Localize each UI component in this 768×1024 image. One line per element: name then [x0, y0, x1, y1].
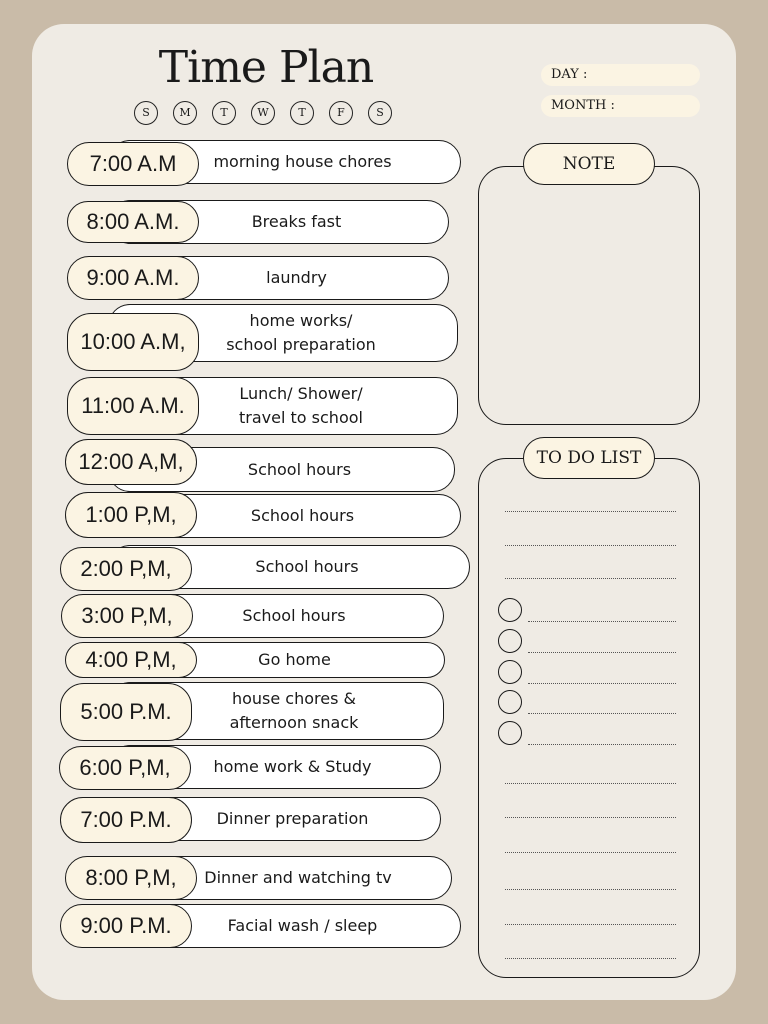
day-field[interactable]: DAY : — [541, 64, 700, 86]
weekday-selector — [134, 101, 392, 125]
weekday-circle[interactable]: T — [290, 101, 314, 125]
activity-field[interactable]: School hours — [108, 545, 470, 589]
activity-field[interactable]: home work & Study — [108, 745, 441, 789]
weekday-circle[interactable]: S — [368, 101, 392, 125]
activity-field[interactable]: morning house chores — [108, 140, 461, 184]
weekday-circle[interactable]: F — [329, 101, 353, 125]
todo-line[interactable] — [528, 683, 676, 684]
todo-line[interactable] — [505, 924, 676, 925]
todo-line[interactable] — [505, 511, 676, 512]
todo-line[interactable] — [528, 744, 676, 745]
time-label: 8:00 A.M. — [67, 201, 199, 243]
weekday-circle[interactable]: W — [251, 101, 275, 125]
todo-line[interactable] — [528, 621, 676, 622]
time-label: 6:00 P,M, — [59, 746, 191, 790]
activity-field[interactable]: laundry — [108, 256, 449, 300]
note-box[interactable] — [478, 166, 700, 425]
todo-line[interactable] — [528, 713, 676, 714]
todo-checkbox[interactable] — [498, 660, 522, 684]
time-label: 7:00 P.M. — [60, 797, 192, 843]
activity-field[interactable]: School hours — [108, 494, 461, 538]
time-label: 12:00 A,M, — [65, 439, 197, 485]
activity-field[interactable]: Lunch/ Shower/ travel to school — [108, 377, 458, 435]
todo-checkbox[interactable] — [498, 598, 522, 622]
time-label: 8:00 P,M, — [65, 856, 197, 900]
time-label: 9:00 P.M. — [60, 904, 192, 948]
activity-field[interactable]: house chores & afternoon snack — [108, 682, 444, 740]
todo-label: TO DO LIST — [523, 437, 655, 479]
activity-field[interactable]: Dinner preparation — [108, 797, 441, 841]
activity-field[interactable]: Dinner and watching tv — [108, 856, 452, 900]
todo-line[interactable] — [505, 578, 676, 579]
todo-line[interactable] — [505, 817, 676, 818]
todo-box — [478, 458, 700, 978]
todo-checkbox[interactable] — [498, 721, 522, 745]
todo-line[interactable] — [505, 783, 676, 784]
todo-checkbox[interactable] — [498, 629, 522, 653]
time-label: 3:00 P,M, — [61, 594, 193, 638]
todo-line[interactable] — [505, 889, 676, 890]
todo-line[interactable] — [528, 652, 676, 653]
time-label: 7:00 A.M — [67, 142, 199, 186]
time-label: 2:00 P,M, — [60, 547, 192, 591]
activity-field[interactable]: Facial wash / sleep — [108, 904, 461, 948]
activity-field[interactable]: Go home — [108, 642, 445, 678]
time-label: 5:00 P.M. — [60, 683, 192, 741]
time-label: 4:00 P,M, — [65, 642, 197, 678]
todo-line[interactable] — [505, 852, 676, 853]
todo-line[interactable] — [505, 958, 676, 959]
month-field[interactable]: MONTH : — [541, 95, 700, 117]
page-title: Time Plan — [158, 42, 374, 93]
time-label: 1:00 P,M, — [65, 492, 197, 538]
activity-field[interactable]: home works/ school preparation — [108, 304, 458, 362]
weekday-circle[interactable]: S — [134, 101, 158, 125]
weekday-circle[interactable]: T — [212, 101, 236, 125]
activity-field[interactable]: School hours — [108, 594, 444, 638]
activity-field[interactable]: School hours — [108, 447, 455, 492]
time-label: 11:00 A.M. — [67, 377, 199, 435]
activity-field[interactable]: Breaks fast — [108, 200, 449, 244]
todo-checkbox[interactable] — [498, 690, 522, 714]
todo-line[interactable] — [505, 545, 676, 546]
weekday-circle[interactable]: M — [173, 101, 197, 125]
note-label: NOTE — [523, 143, 655, 185]
time-label: 10:00 A.M, — [67, 313, 199, 371]
time-label: 9:00 A.M. — [67, 256, 199, 300]
